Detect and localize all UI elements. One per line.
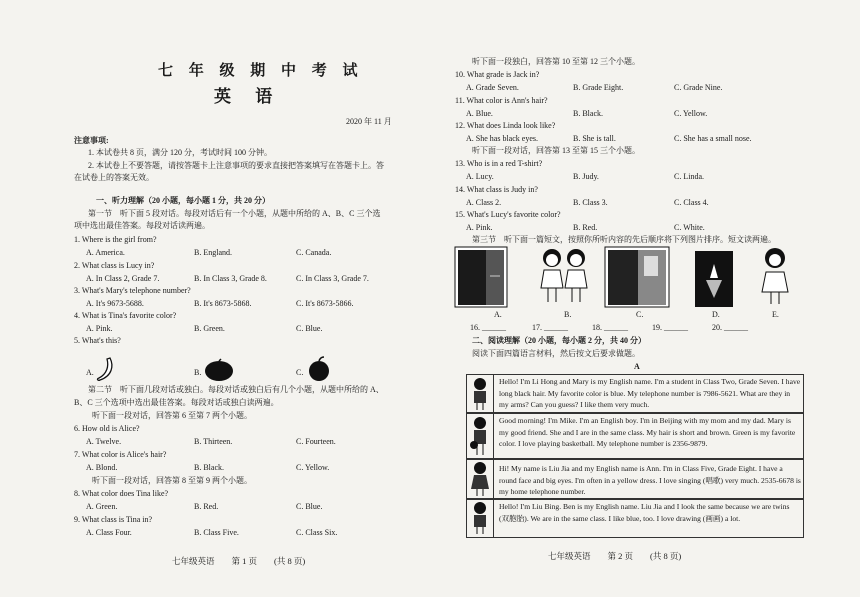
person-row-mike: [466, 412, 804, 460]
q2-option-a: A. In Class 2, Grade 7.: [86, 274, 160, 283]
question-3: 3. What's Mary's telephone number?: [74, 286, 191, 295]
q13-option-c: C. Linda.: [674, 172, 704, 181]
girl-picture-e: [760, 246, 790, 308]
q12-option-a: A. She has black eyes.: [466, 134, 538, 143]
q15-option-c: C. White.: [674, 223, 705, 232]
q10-option-c: C. Grade Nine.: [674, 83, 723, 92]
q1-option-c: C. Canada.: [296, 248, 332, 257]
subject-title: 英 语: [214, 87, 283, 106]
part-1-instruction: 第一节 听下面 5 段对话。每段对话后有一个小题，从题中所给的 A、B、C 三个选: [88, 209, 381, 218]
blank-18: 18. ______: [592, 323, 628, 332]
person-text-mike: Good morning! I'm Mike. I'm an English boy. I'm in Beijing with my mom and my dad. Mary is my good friend. She and I are in the same class. My hair is short and brown. Green is my favorite color. I love playing basketball. My telephone number is 2356-9879.: [499, 416, 796, 448]
q9-option-c: C. Class Six.: [296, 528, 338, 537]
question-14: 14. What class is Judy in?: [455, 185, 538, 194]
question-2: 2. What class is Lucy in?: [74, 261, 155, 270]
q2-option-c: C. In Class 3, Grade 7.: [296, 274, 369, 283]
q9-option-b: B. Class Five.: [194, 528, 239, 537]
dark-scene-picture-d: [694, 250, 734, 308]
section-2-instruction: 阅读下面四篇语言材料，然后按文后要求做题。: [472, 349, 640, 358]
q6-option-c: C. Fourteen.: [296, 437, 336, 446]
passage-a-label: A: [634, 362, 640, 371]
question-13: 13. Who is in a red T-shirt?: [455, 159, 543, 168]
pic-label-e: E.: [772, 310, 779, 319]
person-text-li-hong: Hello! I'm Li Hong and Mary is my English name. I'm a student in Class Two, Grade Seven. I have long black hair. My favorite color is blue. My telephone number is 7986-5621. What are they in my arms? Can you guess? I like them very much.: [499, 377, 801, 409]
notice-title: 注意事项:: [74, 136, 109, 145]
q3-option-c: C. It's 8673-5866.: [296, 299, 354, 308]
q13-option-b: B. Judy.: [573, 172, 599, 181]
door-picture-a: [454, 246, 508, 308]
question-8: 8. What color does Tina like?: [74, 489, 169, 498]
question-5: 5. What's this?: [74, 336, 121, 345]
two-girls-picture-b: [536, 246, 592, 308]
pic-label-b: B.: [564, 310, 572, 319]
question-12: 12. What does Linda look like?: [455, 121, 556, 130]
q14-option-a: A. Class 2.: [466, 198, 502, 207]
q11-option-b: B. Black.: [573, 109, 603, 118]
exam-title: 七 年 级 期 中 考 试: [158, 63, 364, 79]
section-1-heading: 一、听力理解（20 小题，每小题 1 分，共 20 分）: [96, 196, 270, 205]
q15-option-a: A. Pink.: [466, 223, 493, 232]
q5-option-b: B.: [194, 368, 202, 377]
girl-with-books-icon: [467, 375, 494, 413]
q5-option-c: C.: [296, 368, 304, 377]
boy-with-basketball-icon: [467, 413, 494, 459]
q4-option-c: C. Blue.: [296, 324, 323, 333]
question-11: 11. What color is Ann's hair?: [455, 96, 548, 105]
q12-option-c: C. She has a small nose.: [674, 134, 752, 143]
q2-option-b: B. In Class 3, Grade 8.: [194, 274, 267, 283]
q7-option-c: C. Yellow.: [296, 463, 330, 472]
exam-date: 2020 年 11 月: [346, 117, 392, 126]
q1-option-b: B. England.: [194, 248, 232, 257]
pic-label-c: C.: [636, 310, 644, 319]
q3-option-b: B. It's 8673-5868.: [194, 299, 252, 308]
question-7: 7. What color is Alice's hair?: [74, 450, 167, 459]
question-15: 15. What's Lucy's favorite color?: [455, 210, 561, 219]
notice-1: 1. 本试卷共 8 页，满分 120 分，考试时间 100 分钟。: [88, 148, 272, 157]
blank-19: 19. ______: [652, 323, 688, 332]
q14-option-c: C. Class 4.: [674, 198, 709, 207]
pic-label-a: A.: [494, 310, 502, 319]
left-page-footer: 七年级英语 第 1 页 (共 8 页): [172, 556, 306, 566]
boy-icon: [467, 499, 494, 537]
notice-2: 2. 本试卷上不要答题，请按答题卡上注意事项的要求直接把答案填写在答题卡上。答: [88, 161, 384, 170]
part-2-sub-1: 听下面一段对话，回答第 6 至第 7 两个小题。: [92, 411, 252, 420]
person-text-liu-bing: Hello! I'm Liu Bing. Ben is my English name. Liu Jia and I look the same because we are twins (双胞胎). We are in the same class. I like blue, too. I love drawing (画画) a lot.: [499, 502, 790, 523]
q6-option-b: B. Thirteen.: [194, 437, 233, 446]
blank-20: 20. ______: [712, 323, 748, 332]
section-2-heading: 二、阅读理解（20 小题，每小题 2 分，共 40 分）: [472, 336, 646, 345]
part-2-sub-2: 听下面一段对话，回答第 8 至第 9 两个小题。: [92, 476, 252, 485]
q11-option-c: C. Yellow.: [674, 109, 708, 118]
person-text-liu-jia: Hi! My name is Liu Jia and my English name is Ann. I'm in Class Five, Grade Eight. I have a round face and big eyes. I'm often in a yellow dress. I love singing (唱歌) very much. 2535-6678 is my home telephone number.: [499, 464, 801, 496]
q5-option-a: A.: [86, 368, 94, 377]
q12-option-b: B. She is tall.: [573, 134, 616, 143]
q1-option-a: A. America.: [86, 248, 125, 257]
person-row-liu-jia: [466, 458, 804, 500]
part-3-instruction: 第三节 听下面一篇短文，按照你所听内容的先后顺序将下列图片排序。短文读两遍。: [472, 235, 776, 244]
part-1-instruction-b: 项中选出最佳答案。每段对话读两遍。: [74, 221, 210, 230]
part-2-instruction: 第二节 听下面几段对话或独白。每段对话或独白后有几个小题，从题中所给的 A、: [88, 385, 384, 394]
pic-label-d: D.: [712, 310, 720, 319]
q9-option-a: A. Class Four.: [86, 528, 132, 537]
q13-option-a: A. Lucy.: [466, 172, 494, 181]
q4-option-a: A. Pink.: [86, 324, 113, 333]
q10-option-a: A. Grade Seven.: [466, 83, 519, 92]
dialog-intro: 听下面一段对话，回答第 13 至第 15 三个小题。: [472, 146, 640, 155]
question-6: 6. How old is Alice?: [74, 424, 140, 433]
part-2-instruction-b: B、C 三个选项中选出最佳答案。每段对话或独白读两遍。: [74, 398, 279, 407]
q14-option-b: B. Class 3.: [573, 198, 608, 207]
question-1: 1. Where is the girl from?: [74, 235, 157, 244]
question-9: 9. What class is Tina in?: [74, 515, 153, 524]
q8-option-b: B. Red.: [194, 502, 219, 511]
girl-in-dress-icon: [467, 459, 494, 499]
q11-option-a: A. Blue.: [466, 109, 493, 118]
q8-option-a: A. Green.: [86, 502, 118, 511]
q15-option-b: B. Red.: [573, 223, 598, 232]
notice-2b: 在试卷上的答案无效。: [74, 173, 154, 182]
doorway-picture-c: [604, 246, 670, 308]
q6-option-a: A. Twelve.: [86, 437, 122, 446]
question-4: 4. What is Tina's favorite color?: [74, 311, 177, 320]
q8-option-c: C. Blue.: [296, 502, 323, 511]
q3-option-a: A. It's 9673-5688.: [86, 299, 144, 308]
q10-option-b: B. Grade Eight.: [573, 83, 624, 92]
person-row-liu-bing: [466, 498, 804, 538]
q4-option-b: B. Green.: [194, 324, 225, 333]
q7-option-a: A. Blond.: [86, 463, 118, 472]
person-row-li-hong: [466, 374, 804, 414]
right-page-footer: 七年级英语 第 2 页 (共 8 页): [548, 551, 682, 561]
monologue-intro: 听下面一段独白，回答第 10 至第 12 三个小题。: [472, 57, 640, 66]
blank-17: 17. ______: [532, 323, 568, 332]
q7-option-b: B. Black.: [194, 463, 224, 472]
blank-16: 16. ______: [470, 323, 506, 332]
question-10: 10. What grade is Jack in?: [455, 70, 540, 79]
